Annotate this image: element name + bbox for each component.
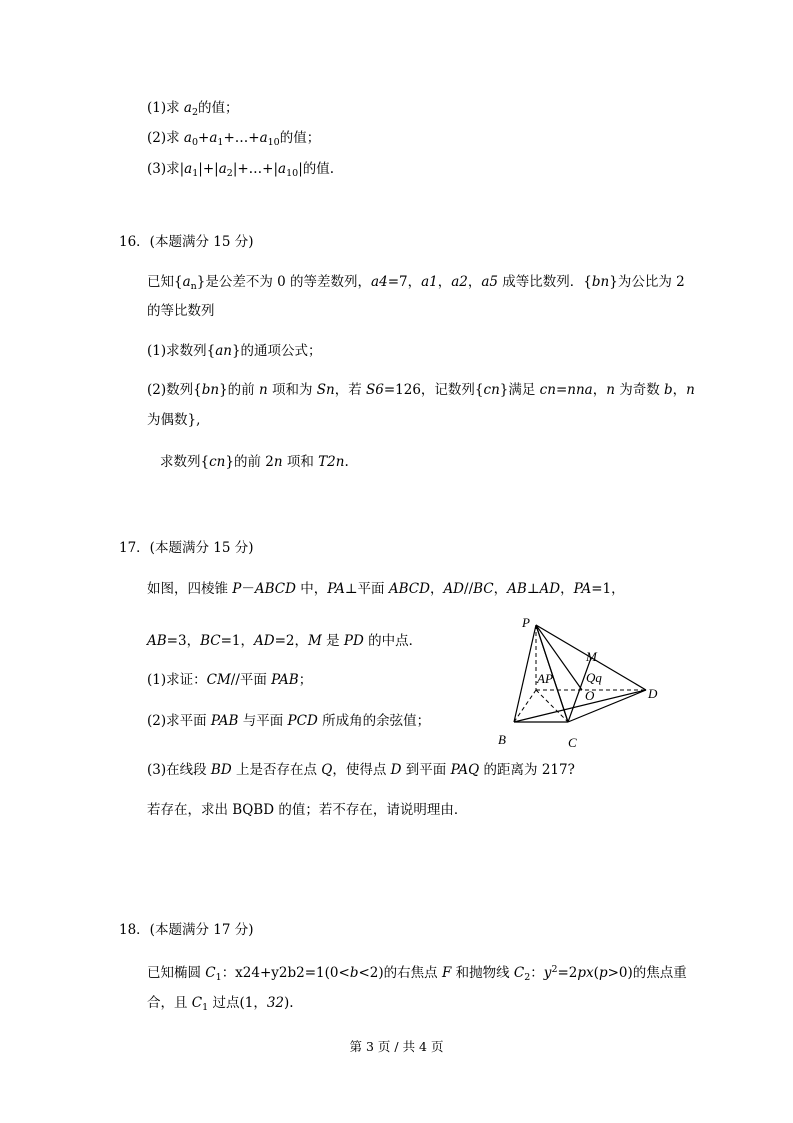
label-Qq: Qq	[586, 670, 602, 685]
q17-stem-line1: 如图，四棱锥 P－ABCD 中，PA⊥平面 ABCD，AD//BC，AB⊥AD，PA=1，	[147, 581, 625, 597]
pyramid-figure	[490, 610, 670, 755]
q17-part3: (3)在线段 BD 上是否存在点 Q，使得点 D 到平面 PAQ 的距离为 217?	[147, 762, 575, 778]
label-C: C	[568, 735, 577, 750]
label-B: B	[498, 732, 506, 747]
q16-stem-line2: 的等比数列	[147, 303, 215, 319]
label-D: D	[648, 686, 658, 701]
q16-stem-line1: 已知$\{a_n\}$是公差不为 0 的等差数列，a4=7，a1，a2，a5 成等比数列．{bn}为公比为 2	[147, 274, 685, 292]
label-M: M	[586, 649, 597, 664]
q16-part2-line1: (2)数列{bn}的前 n 项和为 Sn，若 S6=126，记数列{cn}满足 cn=nna，n 为奇数 b，n	[147, 382, 695, 398]
q17-part2: (2)求平面 PAB 与平面 PCD 所成角的余弦值；	[147, 713, 431, 729]
q15-part3: (3)求$|a_1|+|a_2|+\dots+|a_{10}|$的值.	[147, 161, 335, 179]
label-P: P	[522, 615, 530, 630]
q15-part2: (2)求 $a_0+a_1+\dots+a_{10}$的值；	[147, 130, 321, 148]
q16-title: 16．(本题满分 15 分)	[119, 234, 254, 250]
q16-part1: (1)求数列{an}的通项公式；	[147, 343, 322, 359]
edge-PB	[514, 625, 536, 722]
label-AP: AP	[537, 671, 553, 686]
q18-title: 18．(本题满分 17 分)	[119, 922, 254, 938]
page-footer: 第 3 页 / 共 4 页	[349, 1039, 444, 1054]
q17-title: 17．(本题满分 15 分)	[119, 540, 254, 556]
q18-stem-line2: 合，且 $C_1$ 过点(1，32).	[147, 995, 294, 1013]
label-O: O	[585, 688, 595, 703]
q18-stem-line1: 已知椭圆 $C_1$：x24+y2b2=1(0<b<2)的右焦点 F 和抛物线 $C_2$：$y^2=2px(p>0)$的焦点重	[147, 964, 687, 983]
q17-part4: 若存在，求出 BQBD 的值；若不存在，请说明理由．	[147, 802, 468, 818]
q17-part1: (1)求证：CM//平面 PAB；	[147, 672, 313, 688]
q15-part1: (1)求 $a_2$的值；	[147, 100, 239, 118]
q17-stem-line2: AB=3，BC=1，AD=2，M 是 PD 的中点．	[147, 633, 423, 649]
q16-part2-line3: 求数列{cn}的前 2n 项和 T2n.	[160, 454, 349, 470]
q16-part2-line2: 为偶数},	[147, 412, 201, 428]
